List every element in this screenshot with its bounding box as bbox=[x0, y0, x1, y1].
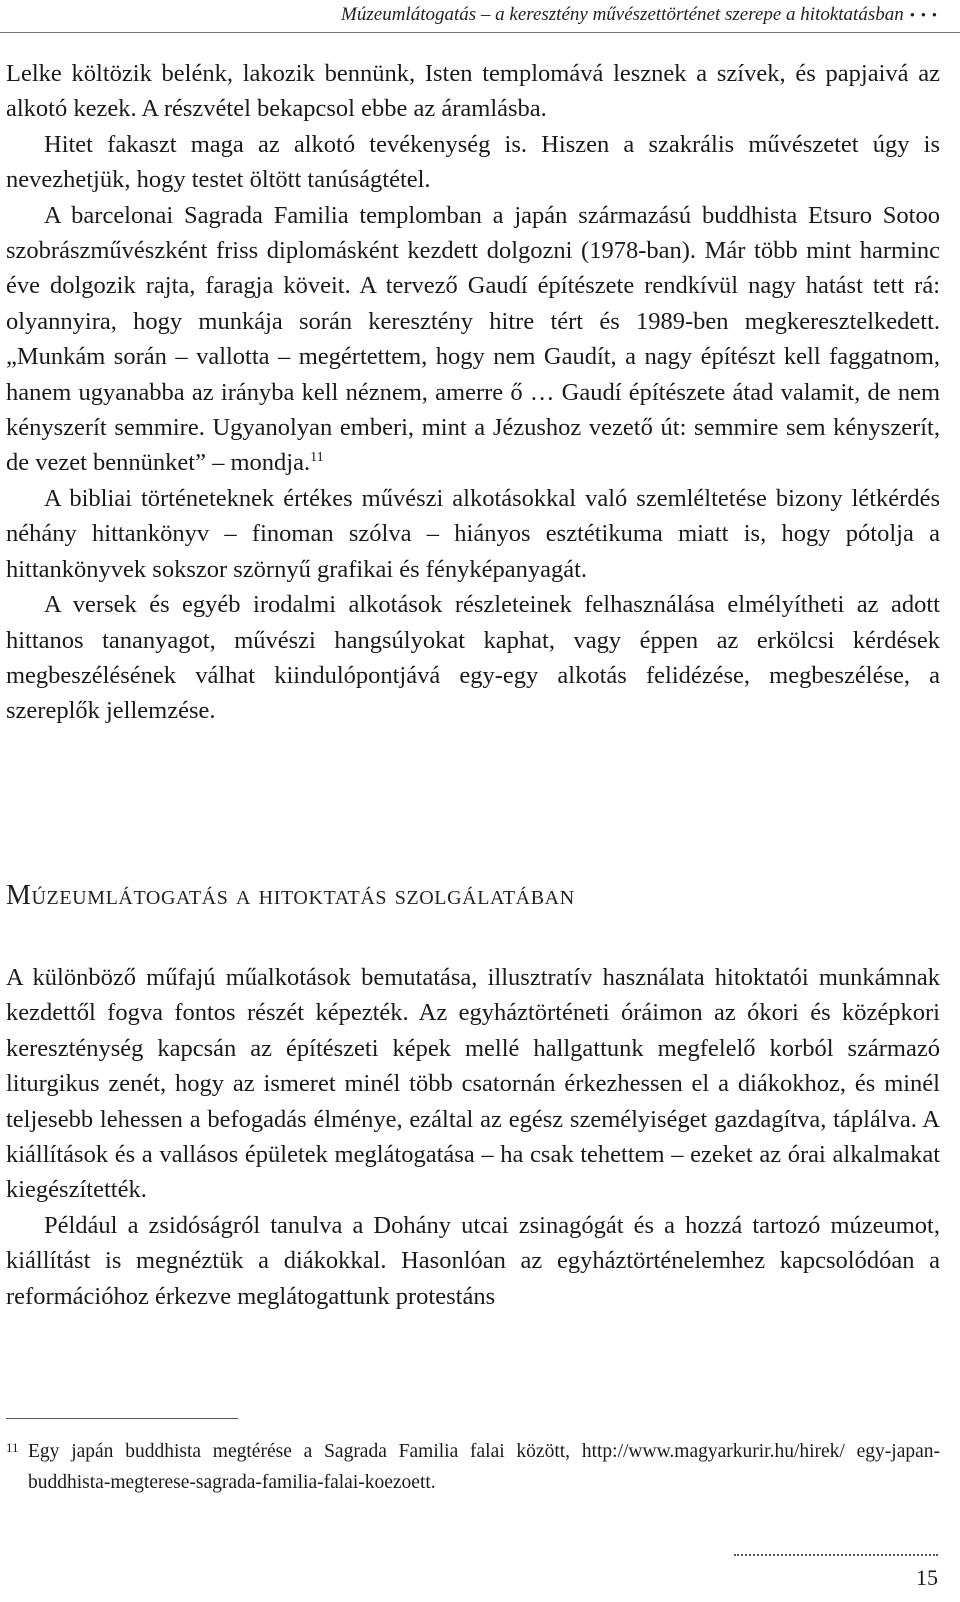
footnote bbox=[6, 1436, 940, 1498]
paragraph: A bibliai történeteknek értékes művészi alkotásokkal való szemléltetése bizony létkérdés néhány hittankönyv – finoman szólva – hiányos esztétikuma miatt is, hogy pótolja a hittankönyvek sokszor szörnyű grafikai és fényképanyagát. bbox=[6, 484, 940, 583]
section-heading: Múzeumlátogatás a hitoktatás szolgálatában bbox=[6, 880, 575, 911]
paragraph-text: A barcelonai Sagrada Familia templomban a japán származású buddhista Etsuro Sotoo szobrászművészként friss diplomásként kezdett dolgozni (1978-ban). Már több mint harminc éve dolgozik rajta, faragja köveit. A tervező Gaudí építészete rendkívül nagy hatást tett rá: olyannyira, hogy munkája során keresztény hitre tért és 1989-ben megkeresztelkedett. „Munkám során – vallotta – megértettem, hogy nem Gaudít, a nagy építészt kell faggatnom, hanem ugyanabba az irányba kell néznem, amerre ő … Gaudí építészete átad valamit, de nem kényszerít semmire. Ugyanolyan emberi, mint a Jézushoz vezető út: semmire sem kényszerít, de vezet bennünket” – mondja. bbox=[6, 201, 940, 477]
ornament-dots: • • • bbox=[909, 8, 938, 24]
page-number: 15 bbox=[916, 1565, 938, 1590]
section-one-body bbox=[6, 56, 940, 729]
paragraph-with-footnote bbox=[6, 198, 940, 481]
paragraph: Hitet fakaszt maga az alkotó tevékenység is. Hiszen a szakrális művészetet úgy is nevezhetjük, hogy testet öltött tanúságtétel. bbox=[6, 130, 940, 194]
footnote-reference[interactable]: 11 bbox=[310, 450, 324, 466]
footnote-number: 11 bbox=[6, 1440, 19, 1455]
running-header bbox=[0, 2, 938, 29]
footnote-text: Egy japán buddhista megtérése a Sagrada Familia falai között, http://www.magyarkurir.hu/hirek/ egy-japan-buddhista-megterese-sagrada-familia-falai-koezoett. bbox=[28, 1441, 940, 1493]
paragraph: Lelke költözik belénk, lakozik bennünk, Isten templomává lesznek a szívek, és papjaivá az alkotó kezek. A részvétel bekapcsol ebbe az áramlásba. bbox=[6, 60, 940, 123]
footnote-separator bbox=[6, 1418, 238, 1419]
running-header-title: Múzeumlátogatás – a keresztény művészettörténet szerepe a hitoktatásban bbox=[341, 4, 904, 25]
page-number-rule bbox=[734, 1554, 938, 1556]
paragraph: Például a zsidóságról tanulva a Dohány utcai zsinagógát és a hozzá tartozó múzeumot, kiállítást is megnéztük a diákokkal. Hasonlóan az egyháztörténelemhez kapcsolódóan a reformációhoz érkezve meglátogattunk protestáns bbox=[6, 1211, 940, 1310]
header-rule bbox=[0, 32, 960, 33]
paragraph: A különböző műfajú műalkotások bemutatása, illusztratív használata hitoktatói munkámnak kezdettől fogva fontos részét képezték. Az egyháztörténeti óráimon az ókori és középkori kereszténység kapcsán az építészeti képek mellé hallgattunk megfelelő korból származó liturgikus zenét, hogy az ismeret minél több csatornán érkezhessen el a diákokhoz, és minél teljesebb lehessen a befogadás élménye, ezáltal az egész személyiséget gazdagítva, táplálva. A kiállítások és a vallásos épületek meglátogatása – ha csak tehettem – ezeket az órai alkalmakat kiegészítették. bbox=[6, 964, 940, 1204]
paragraph: A versek és egyéb irodalmi alkotások részleteinek felhasználása elmélyítheti az adott hittanos tananyagot, művészi hangsúlyokat kaphat, vagy éppen az erkölcsi kérdések megbeszélésének válhat kiindulópontjává egy-egy alkotás felidézése, megbeszélése, a szereplők jellemzése. bbox=[6, 591, 940, 725]
section-two-body bbox=[6, 960, 940, 1314]
